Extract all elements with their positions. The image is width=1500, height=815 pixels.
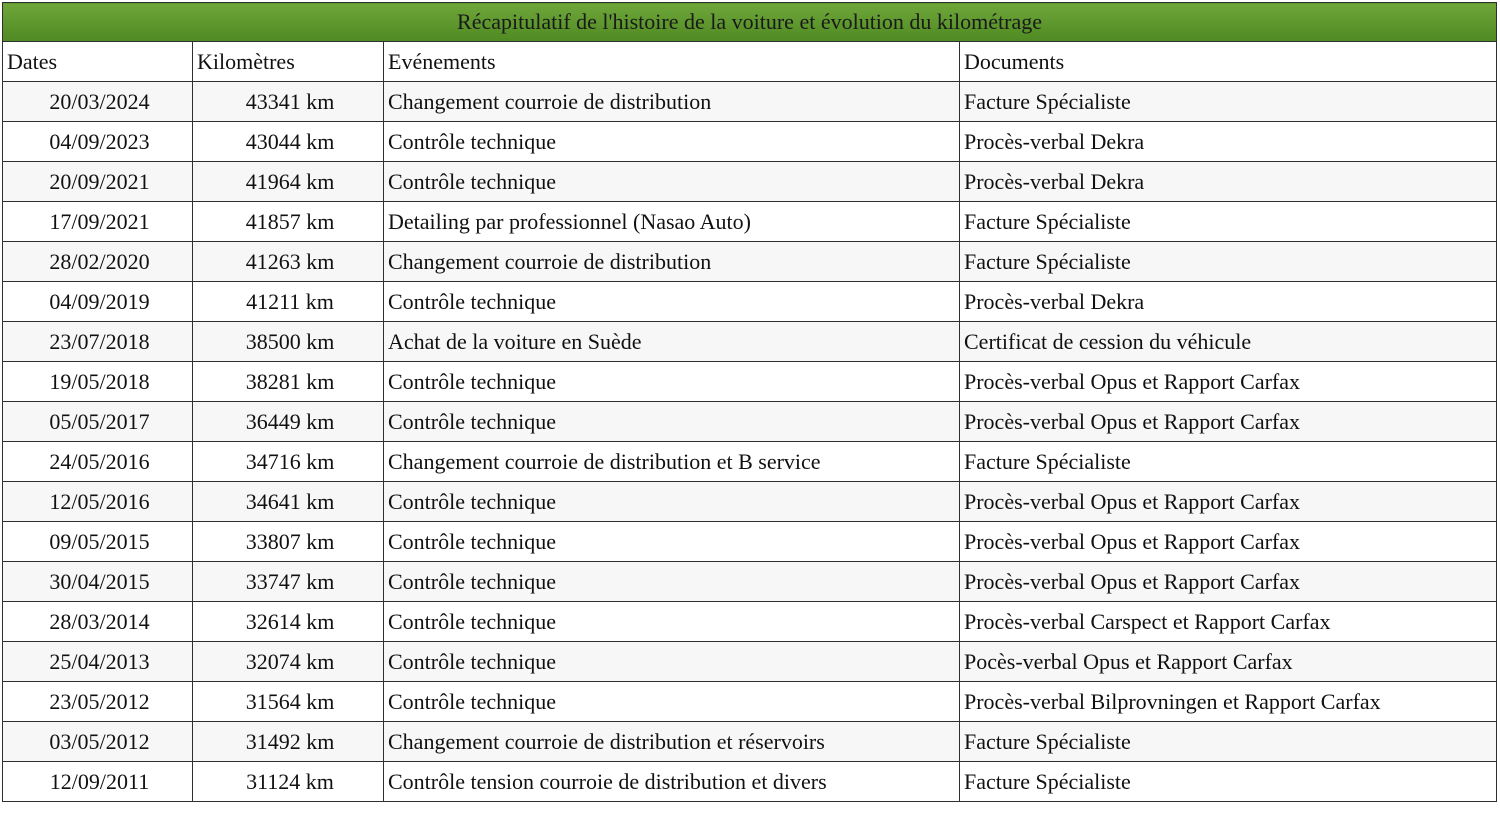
- cell-document: Facture Spécialiste: [960, 202, 1497, 242]
- cell-date: 23/05/2012: [3, 682, 193, 722]
- cell-kilometres: 41263 km: [193, 242, 384, 282]
- cell-evenement: Contrôle technique: [384, 522, 960, 562]
- table-row: [3, 402, 1497, 442]
- table-row: [3, 362, 1497, 402]
- cell-kilometres: 36449 km: [193, 402, 384, 442]
- table-body: [3, 82, 1497, 802]
- cell-kilometres: 41211 km: [193, 282, 384, 322]
- title-row: [3, 3, 1497, 42]
- cell-evenement: Contrôle technique: [384, 642, 960, 682]
- table-row: [3, 682, 1497, 722]
- table-row: [3, 642, 1497, 682]
- cell-document: Procès-verbal Dekra: [960, 282, 1497, 322]
- cell-date: 24/05/2016: [3, 442, 193, 482]
- cell-date: 20/09/2021: [3, 162, 193, 202]
- cell-evenement: Achat de la voiture en Suède: [384, 322, 960, 362]
- cell-document: Facture Spécialiste: [960, 242, 1497, 282]
- cell-date: 04/09/2019: [3, 282, 193, 322]
- cell-document: Procès-verbal Opus et Rapport Carfax: [960, 402, 1497, 442]
- header-documents: Documents: [960, 42, 1497, 82]
- cell-evenement: Changement courroie de distribution et B service: [384, 442, 960, 482]
- cell-document: Pocès-verbal Opus et Rapport Carfax: [960, 642, 1497, 682]
- cell-document: Facture Spécialiste: [960, 762, 1497, 802]
- cell-evenement: Contrôle technique: [384, 602, 960, 642]
- cell-document: Facture Spécialiste: [960, 442, 1497, 482]
- cell-evenement: Changement courroie de distribution: [384, 82, 960, 122]
- cell-evenement: Contrôle technique: [384, 122, 960, 162]
- cell-kilometres: 34716 km: [193, 442, 384, 482]
- table-row: [3, 202, 1497, 242]
- table-row: [3, 762, 1497, 802]
- cell-evenement: Contrôle technique: [384, 562, 960, 602]
- cell-document: Procès-verbal Opus et Rapport Carfax: [960, 362, 1497, 402]
- table-row: [3, 482, 1497, 522]
- cell-kilometres: 41964 km: [193, 162, 384, 202]
- cell-kilometres: 31124 km: [193, 762, 384, 802]
- table-row: [3, 122, 1497, 162]
- cell-document: Procès-verbal Opus et Rapport Carfax: [960, 562, 1497, 602]
- table-row: [3, 602, 1497, 642]
- cell-document: Certificat de cession du véhicule: [960, 322, 1497, 362]
- table-row: [3, 442, 1497, 482]
- cell-evenement: Contrôle technique: [384, 402, 960, 442]
- header-kilometres: Kilomètres: [193, 42, 384, 82]
- table-row: [3, 522, 1497, 562]
- header-dates: Dates: [3, 42, 193, 82]
- table-row: [3, 322, 1497, 362]
- cell-evenement: Changement courroie de distribution et réservoirs: [384, 722, 960, 762]
- cell-evenement: Contrôle tension courroie de distribution et divers: [384, 762, 960, 802]
- cell-evenement: Contrôle technique: [384, 482, 960, 522]
- cell-document: Facture Spécialiste: [960, 82, 1497, 122]
- cell-evenement: Contrôle technique: [384, 362, 960, 402]
- cell-date: 12/05/2016: [3, 482, 193, 522]
- cell-kilometres: 33747 km: [193, 562, 384, 602]
- cell-date: 04/09/2023: [3, 122, 193, 162]
- cell-evenement: Detailing par professionnel (Nasao Auto): [384, 202, 960, 242]
- cell-date: 23/07/2018: [3, 322, 193, 362]
- cell-kilometres: 31492 km: [193, 722, 384, 762]
- car-history-table: [2, 2, 1497, 802]
- cell-kilometres: 41857 km: [193, 202, 384, 242]
- cell-date: 19/05/2018: [3, 362, 193, 402]
- table-row: [3, 282, 1497, 322]
- header-evenements: Evénements: [384, 42, 960, 82]
- table-row: [3, 162, 1497, 202]
- cell-kilometres: 33807 km: [193, 522, 384, 562]
- cell-date: 09/05/2015: [3, 522, 193, 562]
- cell-document: Procès-verbal Opus et Rapport Carfax: [960, 482, 1497, 522]
- cell-kilometres: 43044 km: [193, 122, 384, 162]
- table-row: [3, 722, 1497, 762]
- cell-evenement: Changement courroie de distribution: [384, 242, 960, 282]
- cell-document: Facture Spécialiste: [960, 722, 1497, 762]
- cell-kilometres: 38281 km: [193, 362, 384, 402]
- cell-document: Procès-verbal Dekra: [960, 162, 1497, 202]
- cell-date: 03/05/2012: [3, 722, 193, 762]
- cell-evenement: Contrôle technique: [384, 162, 960, 202]
- cell-date: 28/02/2020: [3, 242, 193, 282]
- cell-date: 05/05/2017: [3, 402, 193, 442]
- cell-evenement: Contrôle technique: [384, 682, 960, 722]
- cell-kilometres: 31564 km: [193, 682, 384, 722]
- table-row: [3, 242, 1497, 282]
- cell-date: 30/04/2015: [3, 562, 193, 602]
- table-row: [3, 562, 1497, 602]
- cell-document: Procès-verbal Opus et Rapport Carfax: [960, 522, 1497, 562]
- cell-date: 12/09/2011: [3, 762, 193, 802]
- cell-kilometres: 43341 km: [193, 82, 384, 122]
- history-table-container: [2, 2, 1496, 802]
- cell-kilometres: 32614 km: [193, 602, 384, 642]
- table-title: Récapitulatif de l'histoire de la voiture et évolution du kilométrage: [3, 3, 1497, 42]
- cell-document: Procès-verbal Dekra: [960, 122, 1497, 162]
- cell-date: 25/04/2013: [3, 642, 193, 682]
- cell-kilometres: 32074 km: [193, 642, 384, 682]
- cell-document: Procès-verbal Carspect et Rapport Carfax: [960, 602, 1497, 642]
- table-row: [3, 82, 1497, 122]
- cell-kilometres: 34641 km: [193, 482, 384, 522]
- cell-document: Procès-verbal Bilprovningen et Rapport Carfax: [960, 682, 1497, 722]
- cell-date: 17/09/2021: [3, 202, 193, 242]
- cell-date: 28/03/2014: [3, 602, 193, 642]
- cell-kilometres: 38500 km: [193, 322, 384, 362]
- cell-evenement: Contrôle technique: [384, 282, 960, 322]
- cell-date: 20/03/2024: [3, 82, 193, 122]
- header-row: [3, 42, 1497, 82]
